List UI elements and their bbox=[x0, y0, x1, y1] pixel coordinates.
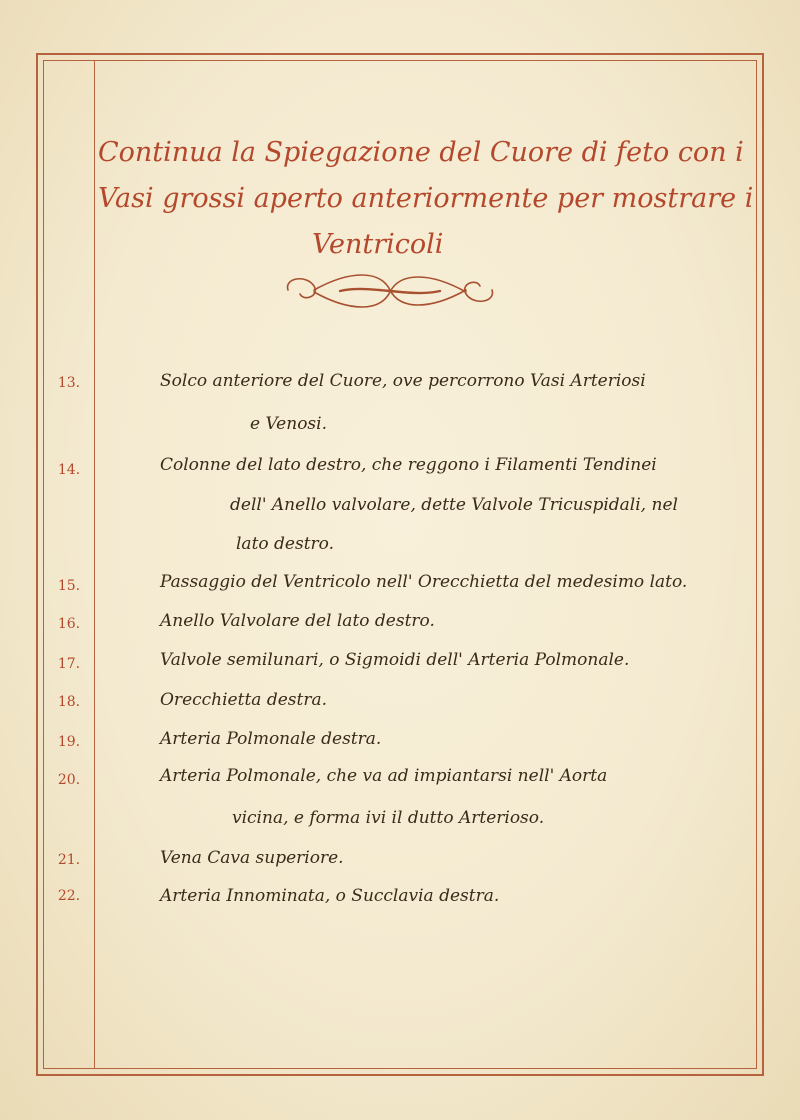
entry-number: 17. bbox=[57, 656, 81, 672]
page-title bbox=[98, 130, 754, 268]
entry-number: 15. bbox=[57, 578, 81, 594]
title-line-2: Vasi grossi aperto anteriormente per mostrare i bbox=[98, 183, 754, 214]
entry-text: Vena Cava superiore. bbox=[160, 848, 344, 868]
entry-number: 18. bbox=[57, 694, 81, 710]
margin-rule bbox=[94, 60, 95, 1069]
entry-text: Colonne del lato destro, che reggono i Filamenti Tendinei bbox=[160, 455, 657, 475]
entry-number: 16. bbox=[57, 616, 81, 632]
entry-text: Orecchietta destra. bbox=[160, 690, 327, 710]
entry-text: Arteria Polmonale destra. bbox=[160, 729, 382, 749]
entry-number: 13. bbox=[57, 375, 81, 391]
entry-text: Valvole semilunari, o Sigmoidi dell' Arteria Polmonale. bbox=[160, 650, 630, 670]
flourish-ornament bbox=[280, 266, 500, 316]
entry-number: 20. bbox=[57, 772, 81, 788]
entry-number: 21. bbox=[57, 852, 81, 868]
entry-text: Anello Valvolare del lato destro. bbox=[160, 611, 435, 631]
entry-number: 22. bbox=[57, 888, 81, 904]
entry-text: Passaggio del Ventricolo nell' Orecchietta del medesimo lato. bbox=[160, 572, 688, 592]
entry-number: 19. bbox=[57, 734, 81, 750]
entry-number: 14. bbox=[57, 462, 81, 478]
entry-text: dell' Anello valvolare, dette Valvole Tricuspidali, nel bbox=[230, 495, 678, 515]
title-line-1: Continua la Spiegazione del Cuore di feto con i bbox=[98, 137, 744, 168]
title-line-3: Ventricoli bbox=[312, 229, 444, 260]
entry-text: Arteria Polmonale, che va ad impiantarsi nell' Aorta bbox=[160, 766, 608, 786]
entry-text: vicina, e forma ivi il dutto Arterioso. bbox=[232, 808, 545, 828]
entry-text: Solco anteriore del Cuore, ove percorrono Vasi Arteriosi bbox=[160, 371, 646, 391]
entry-text: e Venosi. bbox=[250, 414, 327, 434]
entry-text: Arteria Innominata, o Succlavia destra. bbox=[160, 886, 500, 906]
entry-text: lato destro. bbox=[236, 534, 335, 554]
